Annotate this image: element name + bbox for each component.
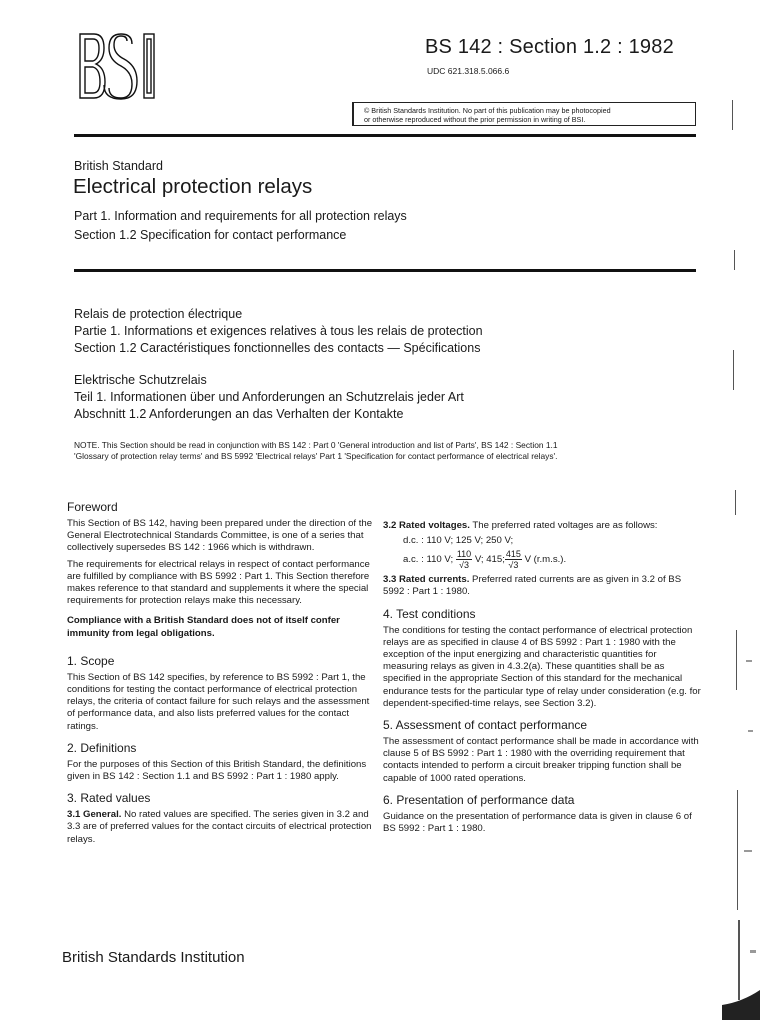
part-title: Part 1. Information and requirements for all protection relays (74, 209, 407, 223)
footer-institution: British Standards Institution (62, 949, 245, 966)
german-section: Abschnitt 1.2 Anforderungen an das Verhalten der Kontakte (74, 407, 404, 421)
section-title: Section 1.2 Specification for contact performance (74, 228, 347, 242)
standard-number: BS 142 : Section 1.2 : 1982 (425, 36, 674, 58)
german-title: Elektrische Schutzrelais (74, 373, 207, 387)
rated-voltages-paragraph (383, 520, 703, 532)
copyright-notice (352, 102, 696, 126)
definitions-heading: 2. Definitions (67, 740, 137, 755)
right-column (383, 520, 703, 835)
french-title: Relais de protection électrique (74, 307, 243, 321)
bsi-logo-mark (78, 30, 162, 102)
ac-fraction-2-numerator: 415 (505, 549, 521, 560)
assessment-paragraph: The assessment of contact performance shall be made in accordance with clause 5 of BS 5992 : Part 1 : 1980 with the overriding requirement that contacts intended to perform a circuit breaker tripping function shall be capable of 1000 rated operations. (383, 736, 699, 784)
note-line-1: NOTE. This Section should be read in conjunction with BS 142 : Part 0 'General introduction and list of Parts', BS 142 : Section 1.1 (74, 440, 558, 450)
foreword-paragraph-2: The requirements for electrical relays in respect of contact performance are fulfilled by compliance with BS 5992 : Part 1. This Section therefore makes reference to that standard and supplements it where the special requirements for protection relays make this necessary. (67, 558, 370, 607)
definitions-paragraph: For the purposes of this Section of this British Standard, the definitions given in BS 142 : Section 1.1 and BS 5992 : Part 1 : 1980 apply. (67, 758, 367, 783)
scan-edge-artifact (722, 90, 762, 1020)
title-divider (74, 269, 696, 272)
document-type-label: British Standard (74, 159, 163, 173)
rated-currents-text: Preferred rated currents are as given in 3.2 of BS 5992 : Part 1 : 1980. (383, 574, 682, 598)
presentation-heading: 6. Presentation of performance data (383, 792, 575, 807)
ac-fraction-2-denominator: √3 (508, 560, 519, 571)
ac-fraction-1-numerator: 110 (456, 549, 472, 560)
test-conditions-heading: 4. Test conditions (383, 606, 476, 621)
german-title-block (74, 372, 464, 423)
scope-paragraph: This Section of BS 142 specifies, by reference to BS 5992 : Part 1, the conditions for testing the contact performance of electrical protection relays, the criteria of contact failure for such relays and the assessment of performance data, and also lists preferred values for the contact ratings. (67, 671, 370, 732)
assessment-heading: 5. Assessment of contact performance (383, 718, 588, 733)
page-title: Electrical protection relays (73, 175, 313, 198)
french-title-block (74, 306, 483, 357)
top-divider (74, 134, 696, 137)
bsi-logo (78, 30, 162, 102)
copyright-line-2: or otherwise reproduced without the prior permission in writing of BSI. (364, 115, 586, 124)
ac-fraction-2 (505, 549, 522, 570)
foreword-paragraph-1: This Section of BS 142, having been prepared under the direction of the General Electrotechnical Standards Committee, is one of a series that collectively supersedes BS 142 : 1966 which is withdrawn. (67, 518, 373, 554)
rated-currents-paragraph (383, 574, 703, 598)
french-part: Partie 1. Informations et exigences relatives à tous les relais de protection (74, 324, 483, 338)
udc-code: UDC 621.318.5.066.6 (427, 66, 510, 76)
compliance-statement: Compliance with a British Standard does not of itself confer immunity from legal obligations. (67, 615, 340, 639)
rated-currents-label: 3.3 Rated currents. (383, 574, 470, 586)
foreword-heading: Foreword (67, 500, 118, 514)
ac-fraction-1-denominator: √3 (459, 560, 469, 571)
scan-edge-marks (722, 90, 762, 1020)
rated-general-paragraph (67, 809, 377, 846)
dc-voltages: d.c. : 110 V; 125 V; 250 V; (403, 535, 514, 547)
ac-fraction-1 (456, 549, 472, 570)
rated-general-text: No rated values are specified. The series given in 3.2 and 3.3 are of preferred values for the contact circuits of electrical protection relays. (67, 809, 372, 845)
presentation-paragraph: Guidance on the presentation of performance data is given in clause 6 of BS 5992 : Part 1 : 1980. (383, 810, 692, 835)
note-line-2: 'Glossary of protection relay terms' and BS 5992 'Electrical relays' Part 1 'Specification for contact performance of electrical relays'. (74, 451, 558, 461)
reading-note (74, 440, 696, 462)
scope-heading: 1. Scope (67, 653, 115, 668)
ac-middle: V; 415; (474, 554, 505, 566)
ac-suffix: V (r.m.s.). (524, 554, 567, 566)
copyright-line-1: © British Standards Institution. No part of this publication may be photocopied (364, 106, 611, 115)
rated-voltages-label: 3.2 Rated voltages. (383, 520, 470, 531)
test-conditions-paragraph: The conditions for testing the contact performance of electrical protection relays are as specified in clause 4 of BS 5992 : Part 1 : 1980 with the exception of the input energizing and characteristic quantities for measuring relays as given in 4.3.2(a). These quantities shall be as specified in the appropriate Section of this standard for the mechanical endurance tests for the particular type of relay under consideration (e.g. for dependent-specified-time relays, see Section 3.2). (383, 624, 701, 709)
rated-voltages-text: The preferred rated voltages are as follows: (469, 520, 658, 531)
ac-voltages (383, 549, 703, 570)
french-section: Section 1.2 Caractéristiques fonctionnelles des contacts — Spécifications (74, 341, 481, 355)
ac-prefix: a.c. : 110 V; (403, 554, 454, 566)
left-column (67, 500, 377, 846)
german-part: Teil 1. Informationen über und Anforderungen an Schutzrelais jeder Art (74, 390, 464, 404)
rated-general-label: 3.1 General. (67, 809, 122, 821)
rated-values-heading: 3. Rated values (67, 791, 151, 806)
